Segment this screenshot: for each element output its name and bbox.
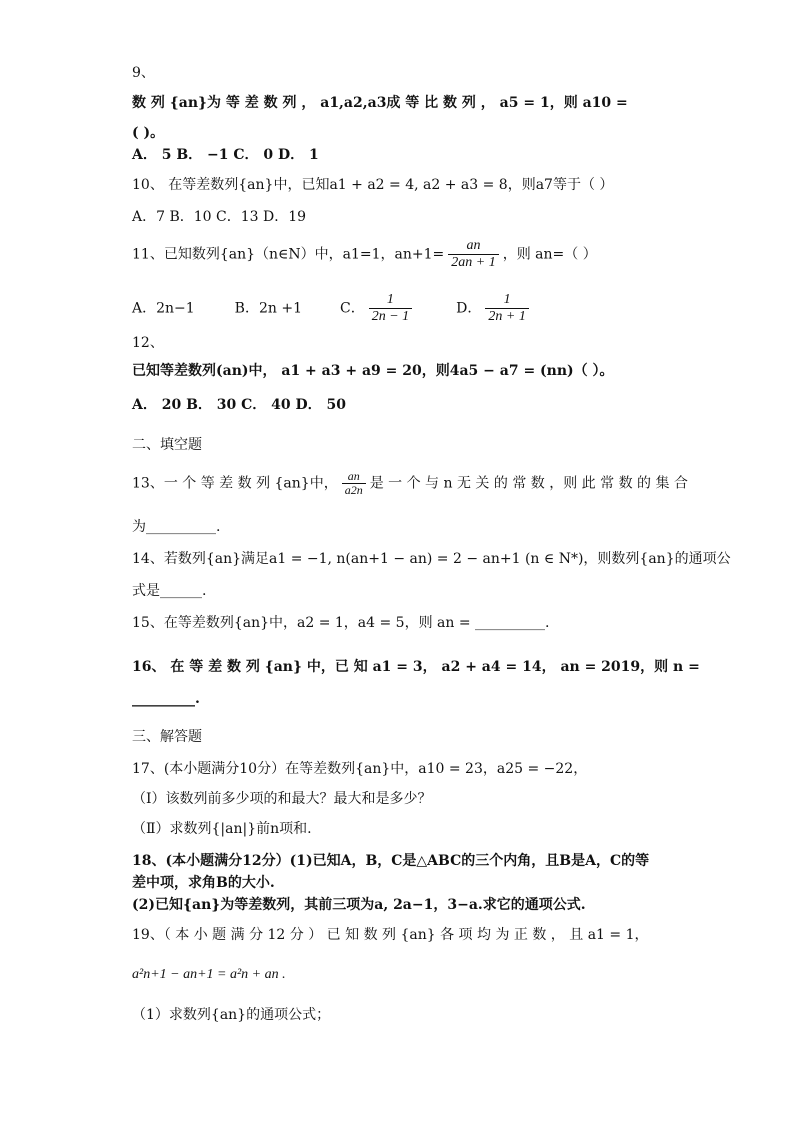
q17-stem: 17、(本小题满分10分）在等差数列{an}中，a10 = 23，a25 = −22， [132, 761, 588, 777]
q16-answer-line: _________. [132, 691, 200, 707]
q11-fraction-numerator: an [448, 238, 498, 255]
q19-part1: （1）求数列{an}的通项公式； [132, 1007, 331, 1023]
q11-stem [132, 238, 597, 271]
q13-fraction [342, 470, 366, 497]
q11-option-d-den: 2n + 1 [488, 309, 526, 324]
q11-option-d-num: 1 [485, 292, 528, 309]
q13-fraction-denominator: a2n [344, 483, 363, 497]
q17-part1: （Ⅰ）该数列前多少项的和最大？最大和是多少？ [132, 791, 432, 807]
q12-stem: 已知等差数列(an)中， a1 + a3 + a9 = 20，则4a5 − a7 = (nn)（ ）。 [132, 363, 614, 379]
q11-fraction-denominator: 2an + 1 [451, 255, 496, 270]
q18-part2: (2)已知{an}为等差数列，其前三项为a, 2a−1，3−a.求它的通项公式. [132, 897, 586, 913]
q11-option-b: B．2n +1 [234, 300, 302, 317]
q11-option-a: A．2n−1 [132, 300, 195, 317]
q11-option-c-label: C． [339, 300, 365, 317]
section-solutions-title: 三、解答题 [132, 729, 202, 745]
q14-answer-line: 式是______. [132, 583, 207, 599]
q12-number: 12、 [132, 335, 164, 351]
q17-part2: （Ⅱ）求数列{|an|}前n项和. [132, 821, 312, 837]
q11-option-d-fraction [485, 292, 528, 325]
q13-text-before: 13、一 个 等 差 数 列 {an}中， [132, 475, 338, 492]
q10-stem: 10、 在等差数列{an}中，已知a1 + a2 = 4, a2 + a3 = 8，则a7等于（ ） [132, 177, 614, 193]
q13-text-after: 是 一 个 与 n 无 关 的 常 数 ，则 此 常 数 的 集 合 [369, 475, 688, 492]
q18-line2: 差中项，求角B的大小. [132, 875, 275, 891]
q10-options: A．7 B．10 C．13 D．19 [132, 209, 307, 225]
q15-stem: 15、在等差数列{an}中，a2 = 1，a4 = 5，则 an = __________. [132, 615, 550, 631]
q9-options: A． 5 B． −1 C． 0 D． 1 [132, 147, 319, 163]
q16-stem: 16、 在 等 差 数 列 {an} 中，已 知 a1 = 3， a2 + a4 = 14， an = 2019，则 n = [132, 659, 700, 675]
q11-text-after: ，则 an=（ ） [502, 246, 597, 263]
q13-stem [132, 470, 688, 497]
q9-number: 9、 [132, 65, 155, 81]
q13-answer-line: 为__________. [132, 519, 221, 535]
q19-stem: 19、（ 本 小 题 满 分 12 分 ） 已 知 数 列 {an} 各 项 均 为 正 数 ， 且 a1 = 1， [132, 927, 649, 943]
q11-option-c-fraction [369, 292, 412, 325]
section-fill-in-title: 二、填空题 [132, 437, 202, 453]
q11-option-d-label: D． [456, 300, 482, 317]
q14-stem: 14、若数列{an}满足a1 = −1, n(an+1 − an) = 2 − an+1 (n ∈ N*)，则数列{an}的通项公 [132, 551, 731, 567]
q11-options [132, 292, 533, 325]
q9-stem: 数 列 {an}为 等 差 数 列 ， a1,a2,a3成 等 比 数 列 ， a5 = 1，则 a10 = [132, 95, 628, 111]
q11-option-c-den: 2n − 1 [371, 309, 410, 324]
q11-option-c-num: 1 [369, 292, 412, 309]
q18-stem: 18、(本小题满分12分）(1)已知A，B，C是△ABC的三个内角，且B是A，C的等 [132, 853, 650, 869]
q9-blank: ( )。 [132, 125, 165, 141]
q19-equation: a²n+1 − an+1 = a²n + an . [132, 967, 286, 982]
q13-fraction-numerator: an [342, 470, 366, 484]
q11-text-before: 11、已知数列{an}（n∈N）中，a1=1，an+1= [132, 246, 445, 263]
q12-options: A． 20 B． 30 C． 40 D． 50 [132, 397, 347, 413]
q11-fraction [448, 238, 498, 271]
